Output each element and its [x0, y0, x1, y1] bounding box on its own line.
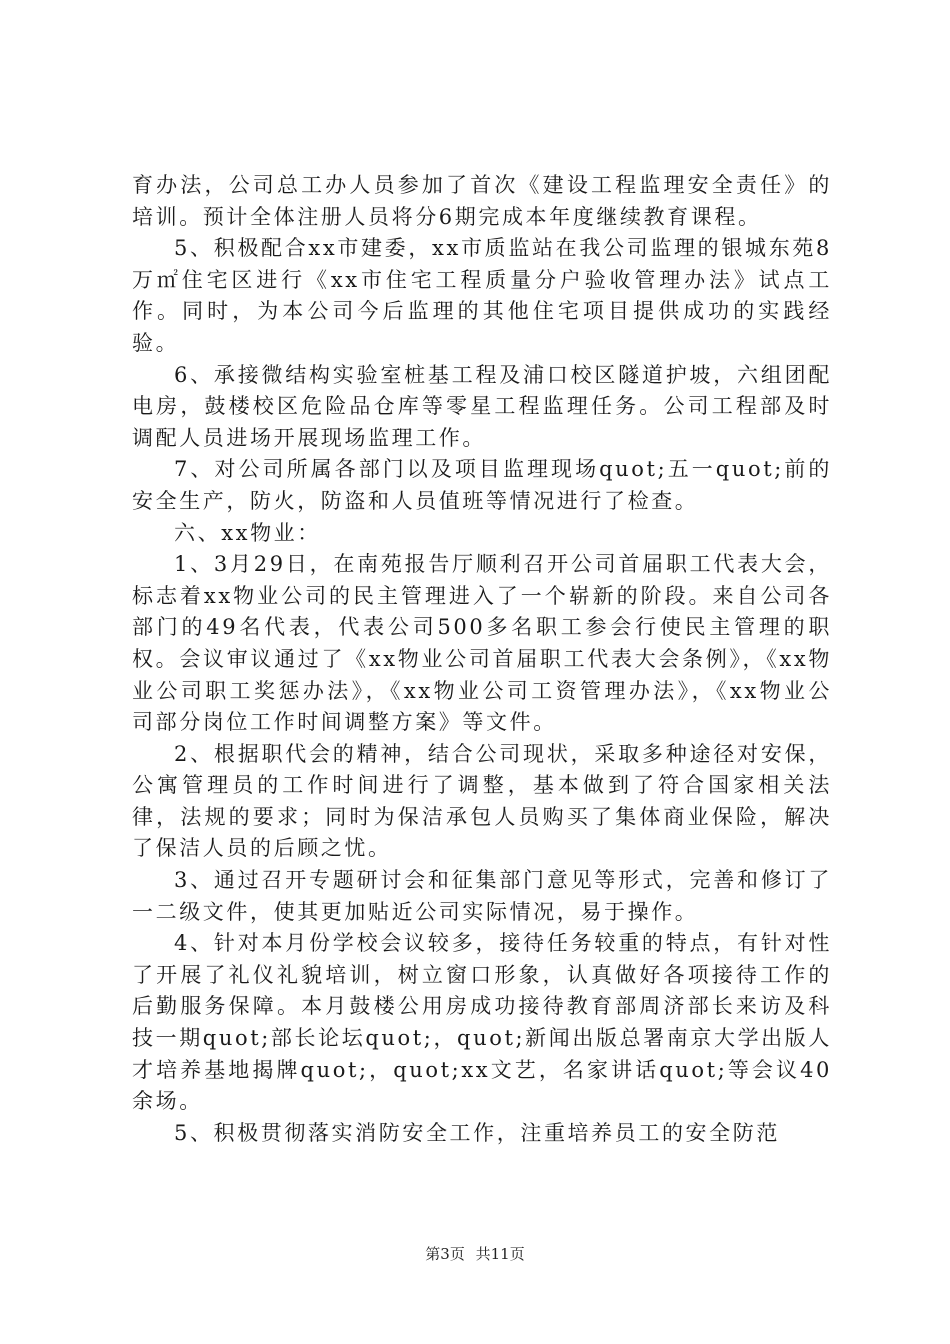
paragraph-item-3-property: 3、通过召开专题研讨会和征集部门意见等形式，完善和修订了一二级文件，使其更加贴近公司实际情况，易于操作。	[132, 868, 832, 924]
paragraph-item-1-property: 1、3月29日，在南苑报告厅顺利召开公司首届职工代表大会，标志着xx物业公司的民主管理进入了一个崭新的阶段。来自公司各部门的49名代表，代表公司500多名职工参会行使民主管理的职权。会议审议通过了《xx物业公司首届职工代表大会条例》，《xx物业公司职工奖惩办法》，《xx物业公司工资管理办法》，《xx物业公司部分岗位工作时间调整方案》等文件。	[132, 552, 832, 735]
paragraph-item-6-supervision: 6、承接微结构实验室桩基工程及浦口校区隧道护坡，六组团配电房，鼓楼校区危险品仓库等零星工程监理任务。公司工程部及时调配人员进场开展现场监理工作。	[132, 362, 832, 450]
paragraph-item-5-property: 5、积极贯彻落实消防安全工作，注重培养员工的安全防范	[174, 1120, 780, 1145]
paragraph-item-5-supervision: 5、积极配合xx市建委，xx市质监站在我公司监理的银城东苑8万㎡住宅区进行《xx市住宅工程质量分户验收管理办法》试点工作。同时，为本公司今后监理的其他住宅项目提供成功的实践经验。	[132, 236, 832, 355]
page-total: 共11页	[475, 1245, 525, 1263]
document-body	[132, 170, 832, 1149]
page-footer	[0, 1243, 950, 1264]
paragraph-item-7-supervision: 7、对公司所属各部门以及项目监理现场quot;五一quot;前的安全生产，防火，防盗和人员值班等情况进行了检查。	[132, 457, 832, 513]
page-number: 第3页	[425, 1245, 465, 1263]
section-heading-property: 六、xx物业：	[174, 520, 321, 545]
paragraph-item-4-property: 4、针对本月份学校会议较多，接待任务较重的特点，有针对性了开展了礼仪礼貌培训，树立窗口形象，认真做好各项接待工作的后勤服务保障。本月鼓楼公用房成功接待教育部周济部长来访及科技一期quot;部长论坛quot;，quot;新闻出版总署南京大学出版人才培养基地揭牌quot;，quot;xx文艺，名家讲话quot;等会议40余场。	[132, 931, 832, 1114]
paragraph-item-2-property: 2、根据职代会的精神，结合公司现状，采取多种途径对安保，公寓管理员的工作时间进行了调整，基本做到了符合国家相关法律，法规的要求；同时为保洁承包人员购买了集体商业保险，解决了保洁人员的后顾之忧。	[132, 741, 832, 861]
paragraph-continuation: 育办法，公司总工办人员参加了首次《建设工程监理安全责任》的培训。预计全体注册人员将分6期完成本年度继续教育课程。	[132, 173, 832, 229]
